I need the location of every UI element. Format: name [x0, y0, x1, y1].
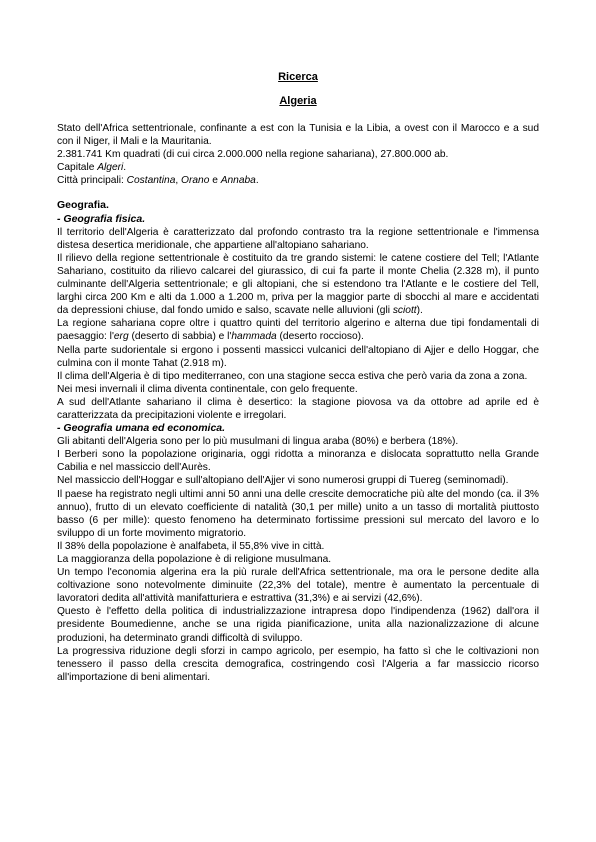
subsection-heading-human: - Geografia umana ed economica.: [57, 422, 226, 435]
spacer: [57, 187, 539, 199]
intro-paragraph: Stato dell'Africa settentrionale, confinante a est con la Tunisia e la Libia, a ovest con il Marocco e a sud con il Niger, il Mali e la Mauritania.: [57, 123, 539, 148]
physical-paragraph: A sud dell'Atlante sahariano il clima è desertico: la stagione piovosa va da ottobre ad aprile ed è caratterizzata da precipitazioni violente e irregolari.: [57, 396, 539, 421]
cities-and: e: [209, 175, 221, 187]
physical-text: ).: [416, 305, 423, 317]
human-paragraph: La maggioranza della popolazione è di religione musulmana.: [57, 554, 332, 565]
physical-term-erg: erg: [113, 331, 129, 343]
city-3: Annaba: [220, 175, 256, 187]
physical-paragraph: Nella parte sudorientale si ergono i possenti massicci vulcanici dell'altopiano di Ajjer e dello Hoggar, che culmina con il monte Tahat (2.918 m).: [57, 344, 539, 369]
document-title: Algeria: [279, 95, 317, 107]
physical-paragraph: [57, 252, 539, 317]
physical-paragraph: Il clima dell'Algeria è di tipo mediterraneo, con una stagione secca estiva che però varia da zona a zona.: [57, 370, 528, 382]
cities-label: Città principali:: [57, 175, 127, 187]
physical-term-sciott: sciott: [392, 305, 417, 317]
capital-end: .: [123, 162, 127, 174]
intro-cities: [57, 174, 539, 187]
human-paragraph: Il paese ha registrato negli ultimi anni 50 anni una delle crescite democratiche più alte del mondo (ca. il 3% annuo), frutto di un elevato coefficiente di natalità (30,1 per mille) unito a un tasso di mortalità piuttosto basso (6 per mille): questo fenomeno ha determinato fortissime pressioni sul mercato del lavoro e lo sviluppo di un forte movimento migratorio.: [57, 488, 539, 539]
city-2: Orano: [181, 175, 210, 187]
capital-label: Capitale: [57, 162, 98, 174]
physical-term-hammada: hammada: [231, 331, 277, 343]
human-paragraph: Il 38% della popolazione è analfabeta, il 55,8% vive in città.: [57, 540, 325, 552]
human-paragraph: Questo è l'effetto della politica di industrializzazione intrapresa dopo l'indipendenza (1962) dall'ora il presidente Boumedienne, anche se una rigida pianificazione, unita alla nazionalizzazione di alcune produzioni, ha determinato grandi difficoltà di sviluppo.: [57, 606, 539, 644]
physical-text: Il rilievo della regione settentrionale è costituito da tre grando sistemi: le catene costiere del Tell; l'Atlante Sahariano, costituito da rilievo calcarei del giurassico, di cui fa parte il monte Chelia (2.328 m), il punto culminante dell'Algeria settentrionale; e gli altopiani, che si estendono tra l'Atlante e le costiere del Tell, larghi circa 200 Km e alti da 1.000 a 1.200 m, priva per la maggior parte di sbocchi al mare e accidentati da depressioni chiuse, dal fondo umido e salso, scavate nelle alluvioni (gli: [57, 252, 539, 317]
human-paragraph: I Berberi sono la popolazione originaria, oggi ridotta a minoranza e dislocata soprattutto nella Grande Cabilia e nel massiccio dell'Aurès.: [57, 449, 539, 474]
cities-separator: ,: [175, 175, 182, 187]
cities-end: .: [255, 175, 259, 187]
subsection-heading-physical: - Geografia fisica.: [57, 212, 146, 225]
city-1: Costantina: [126, 175, 176, 187]
capital-value: Algeri: [97, 162, 124, 174]
document-heading: Ricerca: [278, 71, 318, 83]
physical-text: (deserto di sabbia) e l': [128, 331, 232, 343]
section-heading-geography: Geografia.: [57, 199, 109, 212]
human-paragraph: La progressiva riduzione degli sforzi in campo agricolo, per esempio, ha fatto sì che le coltivazioni non tenessero il passo della crescita demografica, costringendo così l'Algeria a far massiccio ricorso all'importazione di beni alimentari.: [57, 645, 539, 683]
intro-capital: [57, 161, 539, 174]
human-paragraph: Gli abitanti dell'Algeria sono per lo più musulmani di lingua araba (80%) e berbera (18%).: [57, 436, 459, 448]
human-paragraph: Nel massiccio dell'Hoggar e sull'altopiano dell'Ajjer vi sono numerosi gruppi di Tuereg (seminomadi).: [57, 475, 509, 487]
physical-paragraph: [57, 317, 539, 343]
physical-text: (deserto roccioso).: [276, 331, 364, 343]
physical-paragraph: Nei mesi invernali il clima diventa continentale, con gelo frequente.: [57, 383, 358, 395]
physical-text: La regione sahariana copre oltre i quattro quinti del territorio algerino e alterna due tipi fondamentali di paesaggio: l': [57, 318, 539, 343]
human-paragraph: Un tempo l'economia algerina era la più rurale dell'Africa settentrionale, ma ora le persone dedite alla coltivazione sono notevolmente diminuite (22,3% del totale), mentre è aumentato la percentuale di lavoratori dedita all'attività manifatturiera e estrattiva (31,3%) e ai servizi (42,6%).: [57, 567, 539, 605]
intro-area-population: 2.381.741 Km quadrati (di cui circa 2.000.000 nella regione sahariana), 27.800.000 ab.: [57, 149, 449, 161]
physical-paragraph: Il territorio dell'Algeria è caratterizzato dal profondo contrasto tra la regione settentrionale e l'immensa distesa desertica meridionale, che appartiene all'altopiano sahariano.: [57, 226, 539, 251]
